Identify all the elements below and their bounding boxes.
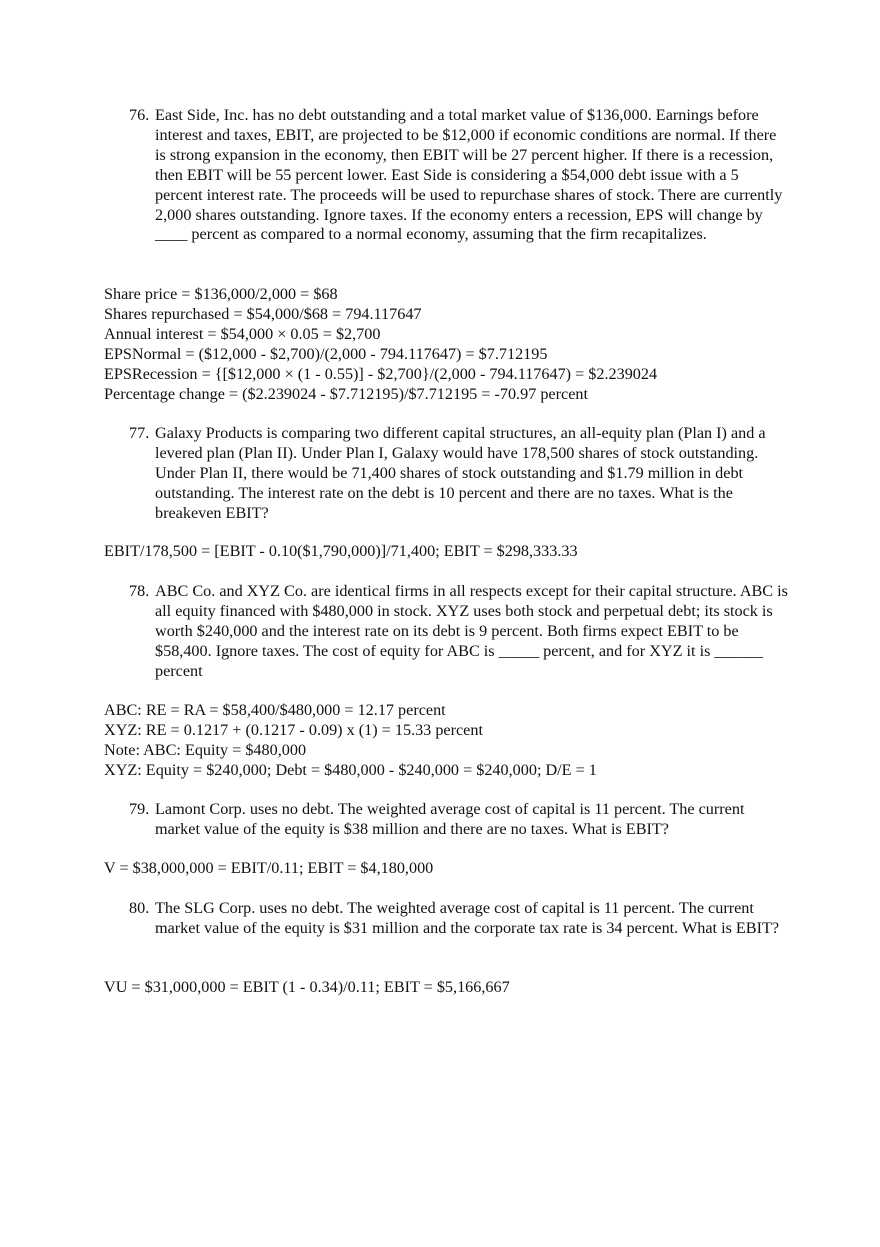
answer-77 <box>104 542 824 562</box>
question-number: 76. <box>129 106 150 124</box>
question-number: 80. <box>129 899 150 917</box>
answer-line: EPSRecession = {[$12,000 × (1 - 0.55)] - $2,700}/(2,000 - 794.117647) = $2.239024 <box>104 364 658 383</box>
answer-line: Annual interest = $54,000 × 0.05 = $2,700 <box>104 324 381 343</box>
question-79 <box>129 800 789 840</box>
question-number: 78. <box>129 582 150 600</box>
question-77 <box>129 424 789 524</box>
question-text: ABC Co. and XYZ Co. are identical firms in all respects except for their capital structure. ABC is all equity financed with $480,000 in stock. XYZ uses both stock and perpetual debt; its stock is worth $240,000 and the interest rate on its debt is 9 percent. Both firms expect EBIT to be $58,400. Ignore taxes. The cost of equity for ABC is _____ percent, and for XYZ it is ______ percent <box>155 582 788 680</box>
answer-line: VU = $31,000,000 = EBIT (1 - 0.34)/0.11; EBIT = $5,166,667 <box>104 978 510 996</box>
question-80 <box>129 899 789 939</box>
answer-line: Percentage change = ($2.239024 - $7.712195)/$7.712195 = -70.97 percent <box>104 384 588 403</box>
question-text: The SLG Corp. uses no debt. The weighted average cost of capital is 11 percent. The current market value of the equity is $31 million and the corporate tax rate is 34 percent. What is EBIT? <box>155 899 780 937</box>
question-number: 77. <box>129 424 150 442</box>
question-text: Lamont Corp. uses no debt. The weighted average cost of capital is 11 percent. The current market value of the equity is $38 million and there are no taxes. What is EBIT? <box>155 800 745 838</box>
question-78 <box>129 582 789 682</box>
question-text: East Side, Inc. has no debt outstanding and a total market value of $136,000. Earnings before interest and taxes, EBIT, are projected to be $12,000 if economic conditions are normal. If there is strong expansion in the economy, then EBIT will be 27 percent higher. If there is a recession, then EBIT will be 55 percent lower. East Side is considering a $54,000 debt issue with a 5 percent interest rate. The proceeds will be used to repurchase shares of stock. There are currently 2,000 shares outstanding. Ignore taxes. If the economy enters a recession, EPS will change by ____ percent as compared to a normal economy, assuming that the firm recapitalizes. <box>155 106 783 244</box>
answer-line: XYZ: RE = 0.1217 + (0.1217 - 0.09) x (1) = 15.33 percent <box>104 720 483 739</box>
answer-line: EBIT/178,500 = [EBIT - 0.10($1,790,000)]/71,400; EBIT = $298,333.33 <box>104 542 578 560</box>
answer-79 <box>104 859 824 879</box>
question-number: 79. <box>129 800 150 818</box>
answer-78 <box>104 701 824 781</box>
answer-76 <box>104 285 824 404</box>
answer-line: Shares repurchased = $54,000/$68 = 794.117647 <box>104 304 422 323</box>
question-76 <box>129 106 789 245</box>
answer-line: EPSNormal = ($12,000 - $2,700)/(2,000 - 794.117647) = $7.712195 <box>104 344 548 363</box>
answer-line: XYZ: Equity = $240,000; Debt = $480,000 - $240,000 = $240,000; D/E = 1 <box>104 760 597 779</box>
answer-line: ABC: RE = RA = $58,400/$480,000 = 12.17 percent <box>104 701 446 719</box>
question-text: Galaxy Products is comparing two different capital structures, an all-equity plan (Plan I) and a levered plan (Plan II). Under Plan I, Galaxy would have 178,500 shares of stock outstanding. Under Plan II, there would be 71,400 shares of stock outstanding and $1.79 million in debt outstanding. The interest rate on the debt is 10 percent and there are no taxes. What is the breakeven EBIT? <box>155 424 766 522</box>
answer-80 <box>104 978 824 998</box>
answer-line: Share price = $136,000/2,000 = $68 <box>104 285 338 303</box>
answer-line: Note: ABC: Equity = $480,000 <box>104 740 307 759</box>
answer-line: V = $38,000,000 = EBIT/0.11; EBIT = $4,180,000 <box>104 859 434 877</box>
